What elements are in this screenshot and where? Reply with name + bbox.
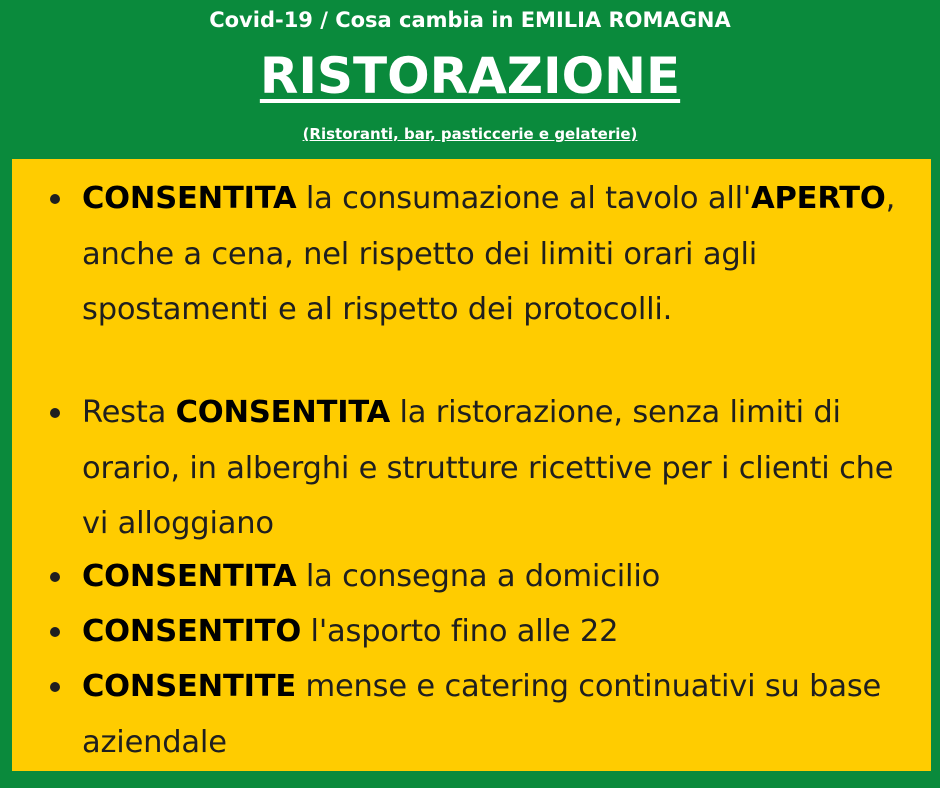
bullet-icon [50, 682, 60, 692]
list-item [82, 549, 927, 605]
page-subtitle: (Ristoranti, bar, pasticcerie e gelaterie) [302, 125, 638, 143]
list-item [82, 171, 927, 338]
item-keyword: CONSENTITA [82, 181, 297, 216]
item-text: Resta [82, 395, 176, 430]
bullet-icon [50, 194, 60, 204]
item-keyword: CONSENTITO [82, 614, 302, 649]
rules-panel [12, 159, 931, 771]
item-text: la consegna a domicilio [296, 559, 661, 594]
item-text: l'asporto fino alle 22 [301, 614, 619, 649]
list-item [82, 604, 927, 660]
bullet-icon [50, 408, 60, 418]
list-item [82, 385, 927, 552]
bullet-icon [50, 572, 60, 582]
item-keyword: CONSENTITA [82, 559, 297, 594]
item-keyword: CONSENTITE [82, 669, 296, 704]
item-keyword: APERTO [751, 181, 886, 216]
list-item [82, 659, 927, 770]
item-text: , anche a cena, nel rispetto dei limiti orari agli spostamenti e al rispetto dei protocolli. [82, 181, 896, 327]
item-text: la ristorazione, senza limiti di orario, in alberghi e strutture ricettive per i clienti che vi alloggiano [82, 395, 894, 541]
bullet-icon [50, 627, 60, 637]
item-text: la consumazione al tavolo all' [296, 181, 752, 216]
page-title: RISTORAZIONE [259, 47, 681, 105]
item-text: mense e catering continuativi su base aziendale [82, 669, 882, 760]
header-topline: Covid-19 / Cosa cambia in EMILIA ROMAGNA [209, 8, 731, 32]
item-keyword: CONSENTITA [175, 395, 390, 430]
